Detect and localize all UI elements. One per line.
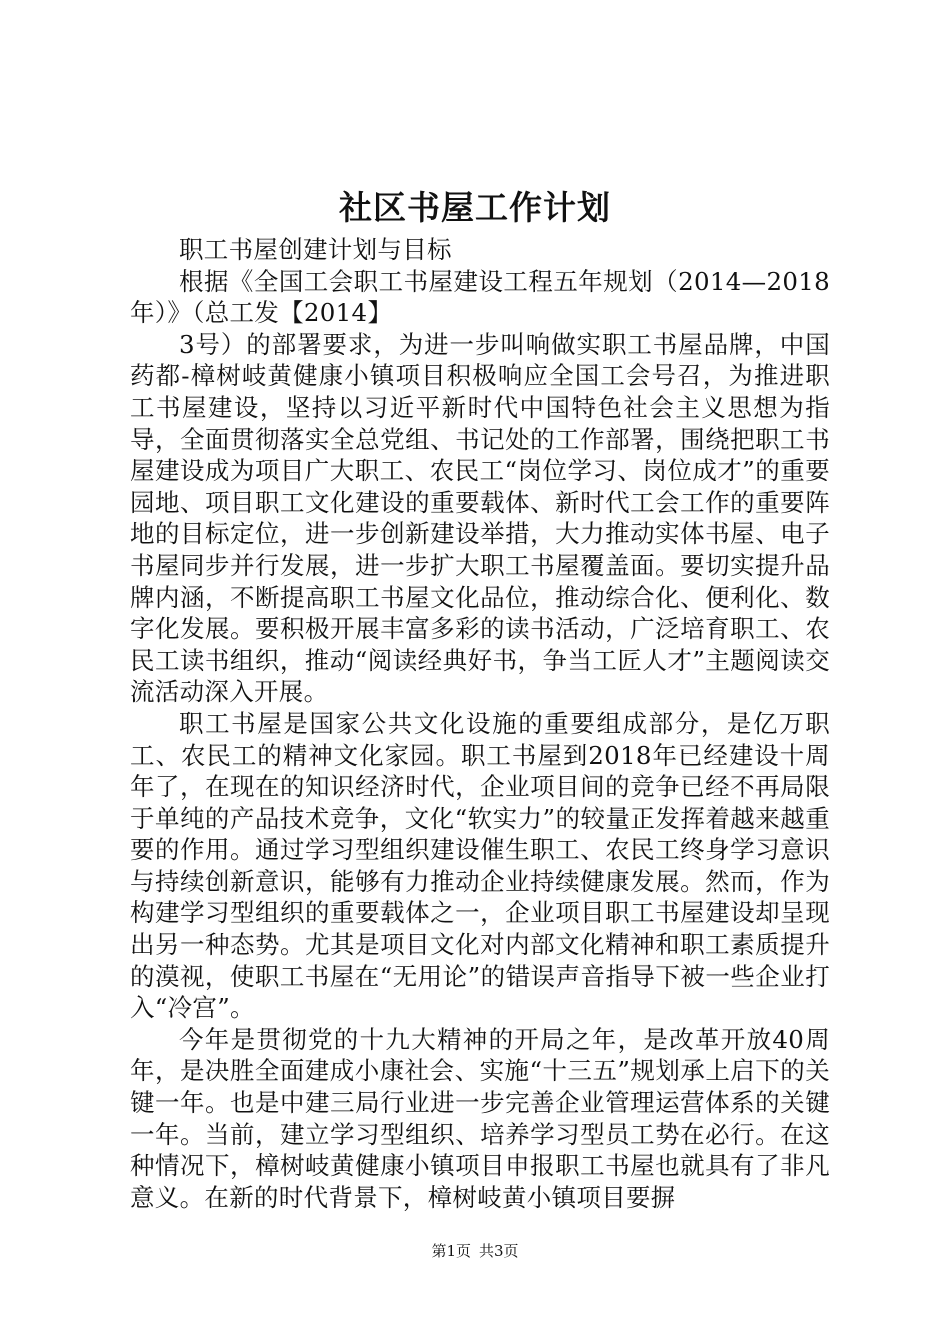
paragraph-basis: 根据《全国工会职工书屋建设工程五年规划（2014—2018年）》（总工发【2014】 bbox=[130, 266, 830, 328]
paragraph-heading: 职工书屋创建计划与目标 bbox=[179, 235, 452, 264]
document-title: 社区书屋工作计划 bbox=[339, 188, 611, 227]
page-footer bbox=[0, 1241, 950, 1261]
document-body bbox=[130, 234, 830, 1213]
page-number: 第1页 bbox=[431, 1242, 471, 1260]
paragraph-background: 职工书屋是国家公共文化设施的重要组成部分，是亿万职工、农民工的精神文化家园。职工书屋到2018年已经建设十周年了，在现在的知识经济时代，企业项目间的竞争已经不再局限于单纯的产品技术竞争，文化“软实力”的较量正发挥着越来越重要的作用。通过学习型组织建设催生职工、农民工终身学习意识与持续创新意识，能够有力推动企业持续健康发展。然而，作为构建学习型组织的重要载体之一，企业项目职工书屋建设却呈现出另一种态势。尤其是项目文化对内部文化精神和职工素质提升的漠视，使职工书屋在“无用论”的错误声音指导下被一些企业打入“冷宫”。 bbox=[130, 708, 830, 1023]
paragraph-significance: 今年是贯彻党的十九大精神的开局之年，是改革开放40周年，是决胜全面建成小康社会、实施“十三五”规划承上启下的关键一年。也是中建三局行业进一步完善企业管理运营体系的关键一年。当前，建立学习型组织、培养学习型员工势在必行。在这种情况下，樟树岐黄健康小镇项目申报职工书屋也就具有了非凡意义。在新的时代背景下，樟树岐黄小镇项目要摒 bbox=[130, 1024, 830, 1212]
page-total: 共3页 bbox=[479, 1242, 519, 1260]
paragraph-requirements: 3号）的部署要求，为进一步叫响做实职工书屋品牌，中国药都-樟树岐黄健康小镇项目积极响应全国工会号召，为推进职工书屋建设，坚持以习近平新时代中国特色社会主义思想为指导，全面贯彻落实全总党组、书记处的工作部署，围绕把职工书屋建设成为项目广大职工、农民工“岗位学习、岗位成才”的重要园地、项目职工文化建设的重要载体、新时代工会工作的重要阵地的目标定位，进一步创新建设举措，大力推动实体书屋、电子书屋同步并行发展，进一步扩大职工书屋覆盖面。要切实提升品牌内涵，不断提高职工书屋文化品位，推动综合化、便利化、数字化发展。要积极开展丰富多彩的读书活动，广泛培育职工、农民工读书组织，推动“阅读经典好书，争当工匠人才”主题阅读交流活动深入开展。 bbox=[130, 329, 830, 707]
